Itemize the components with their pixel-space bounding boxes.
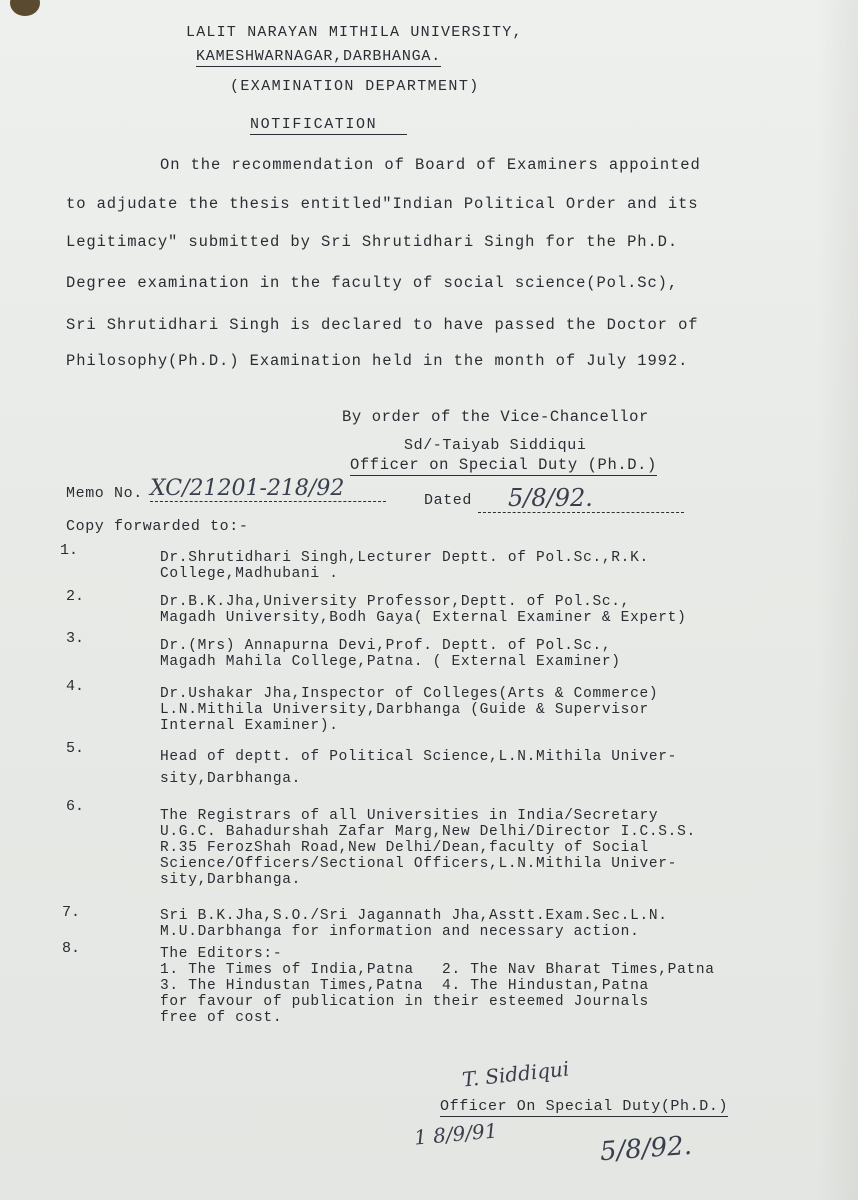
- recipient-number: 4.: [66, 678, 85, 695]
- recipient-number: 8.: [62, 940, 81, 957]
- body-line: to adjudate the thesis entitled"Indian Political Order and its: [66, 195, 699, 213]
- recipient-text: Dr.Shrutidhari Singh,Lecturer Deptt. of Pol.Sc.,R.K. College,Madhubani .: [160, 550, 649, 582]
- recipient-number: 5.: [66, 740, 85, 757]
- dated-label: Dated: [424, 492, 473, 509]
- notification-title: NOTIFICATION: [250, 116, 407, 135]
- university-name: LALIT NARAYAN MITHILA UNIVERSITY,: [186, 24, 523, 41]
- recipient-number: 7.: [62, 904, 81, 921]
- order-line: By order of the Vice-Chancellor: [342, 408, 649, 426]
- punch-hole: [10, 0, 40, 16]
- closing-date: 5/8/92.: [599, 1130, 693, 1168]
- recipient-text: Dr.B.K.Jha,University Professor,Deptt. of Pol.Sc., Magadh University,Bodh Gaya( External Examiner & Expert): [160, 594, 687, 626]
- body-line: Legitimacy" submitted by Sri Shrutidhari Singh for the Ph.D.: [66, 233, 679, 251]
- recipient-text: Dr.(Mrs) Annapurna Devi,Prof. Deptt. of Pol.Sc., Magadh Mahila College,Patna. ( External Examiner): [160, 638, 621, 670]
- recipient-number: 6.: [66, 798, 85, 815]
- recipient-text: The Registrars of all Universities in India/Secretary U.G.C. Bahadurshah Zafar Marg,New Delhi/Director I.C.S.S. R.35 FerozShah Road,New Delhi/Dean,faculty of Social Science/Officers/Sectional Officers,L.N.Mithila Univer- sity,Darbhanga.: [160, 808, 696, 888]
- body-line: Degree examination in the faculty of social science(Pol.Sc),: [66, 274, 679, 292]
- officer-designation: Officer on Special Duty (Ph.D.): [350, 456, 657, 474]
- recipient-number: 1.: [60, 542, 79, 559]
- initial-date: 1 8/9/91: [413, 1118, 499, 1150]
- dated-value: 5/8/92.: [478, 484, 684, 513]
- closing-designation: Officer On Special Duty(Ph.D.): [440, 1098, 729, 1115]
- handwritten-signature: T. Siddiqui: [461, 1056, 571, 1092]
- body-line: On the recommendation of Board of Examiners appointed: [160, 156, 701, 174]
- body-line: Philosophy(Ph.D.) Examination held in the month of July 1992.: [66, 352, 689, 370]
- recipient-text: Sri B.K.Jha,S.O./Sri Jagannath Jha,Asstt.Exam.Sec.L.N. M.U.Darbhanga for information and necessary action.: [160, 908, 668, 940]
- recipient-text: The Editors:- 1. The Times of India,Patna 2. The Nav Bharat Times,Patna 3. The Hindustan Times,Patna 4. The Hindustan,Patna for favour of publication in their esteemed Journals free of cost.: [160, 946, 715, 1026]
- copy-forwarded-label: Copy forwarded to:-: [66, 518, 249, 535]
- memo-label: Memo No.: [66, 485, 143, 502]
- university-address: KAMESHWARNAGAR,DARBHANGA.: [196, 48, 442, 65]
- memo-number: XC/21201-218/92: [150, 476, 386, 502]
- body-line: Sri Shrutidhari Singh is declared to have passed the Doctor of: [66, 316, 699, 334]
- department-name: (EXAMINATION DEPARTMENT): [230, 78, 480, 95]
- recipient-text: Dr.Ushakar Jha,Inspector of Colleges(Arts & Commerce) L.N.Mithila University,Darbhanga (Guide & Supervisor Internal Examiner).: [160, 686, 659, 734]
- signed-line: Sd/-Taiyab Siddiqui: [404, 437, 587, 454]
- recipient-number: 3.: [66, 630, 85, 647]
- recipient-number: 2.: [66, 588, 85, 605]
- recipient-text: Head of deptt. of Political Science,L.N.Mithila Univer- sity,Darbhanga.: [160, 749, 678, 787]
